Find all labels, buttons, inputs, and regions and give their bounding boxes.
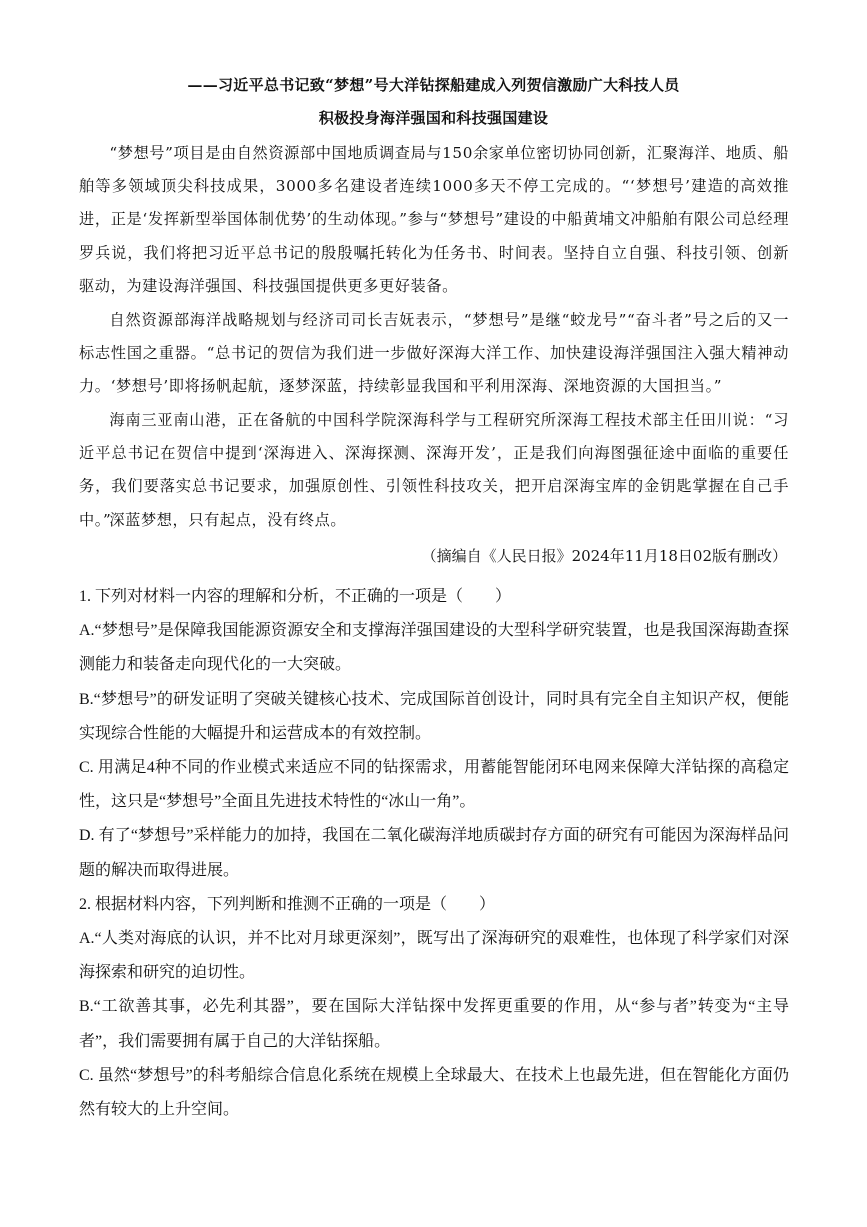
question-stem: 1. 下列对材料一内容的理解和分析，不正确的一项是（ ） bbox=[79, 588, 512, 605]
subtitle-line-1: ——习近平总书记致“梦想”号大洋钻探船建成入列贺信激励广大科技人员 bbox=[187, 76, 680, 94]
question-option-b: B.“梦想号”的研发证明了突破关键核心技术、完成国际首创设计，同时具有完全自主知识产权，便能实现综合性能的大幅提升和运营成本的有效控制。 bbox=[79, 690, 789, 742]
question-option-a: A.“人类对海底的认识，并不比对月球更深刻”，既写出了深海研究的艰难性，也体现了科学家们对深海探索和研究的迫切性。 bbox=[79, 930, 789, 982]
article-paragraph-3: 海南三亚南山港，正在备航的中国科学院深海科学与工程研究所深海工程技术部主任田川说：“习近平总书记在贺信中提到‘深海进入、深海探测、深海开发’，正是我们向海图强征途中面临的重要任务，我们要落实总书记要求，加强原创性、引领性科技攻关，把开启深海宝库的金钥匙掌握在自己手中。” bbox=[79, 411, 789, 529]
subtitle-line-2: 积极投身海洋强国和科技强国建设 bbox=[318, 109, 549, 127]
question-option-a: A.“梦想号”是保障我国能源资源安全和支撑海洋强国建设的大型科学研究装置，也是我国深海勘查探测能力和装备走向现代化的一大突破。 bbox=[79, 622, 789, 674]
question-2 bbox=[79, 888, 789, 1127]
article-source: （摘编自《人民日报》2024年11月18日02版有删改） bbox=[421, 547, 787, 565]
article-paragraph-4: 深蓝梦想，只有起点，没有终点。 bbox=[109, 511, 347, 529]
article-paragraph-1: “梦想号”项目是由自然资源部中国地质调查局与150余家单位密切协同创新，汇聚海洋、地质、船舶等多领域顶尖科技成果，3000多名建设者连续1000多天不停工完成的。“‘梦想号’建造的高效推进，正是‘发挥新型举国体制优势’的生动体现。”参与“梦想号”建设的中船黄埔文冲船舶有限公司总经理罗兵说，我们将把习近平总书记的殷殷嘱托转化为任务书、时间表。坚持自立自强、科技引领、创新驱动，为建设海洋强国、科技强国提供更多更好装备。 bbox=[79, 144, 789, 295]
question-stem: 2. 根据材料内容，下列判断和推测不正确的一项是（ ） bbox=[79, 895, 496, 913]
question-list bbox=[79, 580, 789, 1127]
question-option-b: B.“工欲善其事，必先利其器”，要在国际大洋钻探中发挥更重要的作用，从“参与者”转变为“主导者”，我们需要拥有属于自己的大洋钻探船。 bbox=[79, 998, 789, 1050]
question-option-d: D. 有了“梦想号”采样能力的加持，我国在二氧化碳海洋地质碳封存方面的研究有可能因为深海样品问题的解决而取得进展。 bbox=[79, 827, 789, 879]
question-option-c: C. 用满足4种不同的作业模式来适应不同的钻探需求，用蓄能智能闭环电网来保障大洋钻探的高稳定性，这只是“梦想号”全面且先进技术特性的“冰山一角”。 bbox=[79, 759, 789, 811]
question-option-c: C. 虽然“梦想号”的科考船综合信息化系统在规模上全球最大、在技术上也最先进，但在智能化方面仍然有较大的上升空间。 bbox=[79, 1066, 789, 1119]
question-1 bbox=[79, 580, 789, 888]
article-paragraph-2: 自然资源部海洋战略规划与经济司司长吉妩表示，“梦想号”是继“蛟龙号”“奋斗者”号之后的又一标志性国之重器。“总书记的贺信为我们进一步做好深海大洋工作、加快建设海洋强国注入强大精神动力。‘梦想号’即将扬帆起航，逐梦深蓝，持续彰显我国和平利用深海、深地资源的大国担当。” bbox=[79, 311, 789, 396]
